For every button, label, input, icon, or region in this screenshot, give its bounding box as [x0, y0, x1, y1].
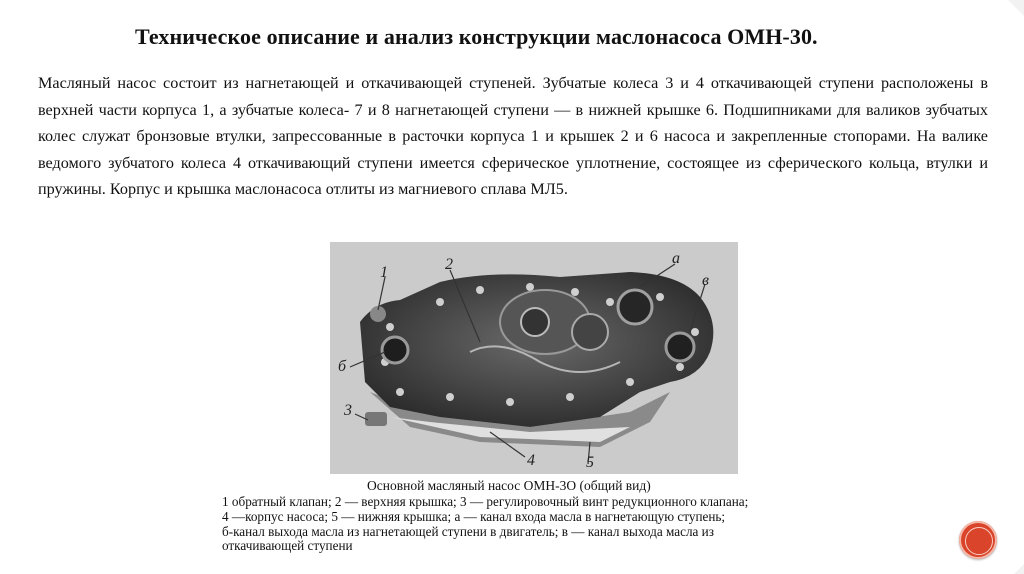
figure-caption-title: Основной масляный насос ОМН-3О (общий вид) [367, 478, 651, 493]
next-slide-circle-icon[interactable] [959, 521, 997, 559]
figure-label-2: 2 [445, 256, 453, 273]
legend-line: откачивающей ступени [222, 538, 353, 554]
figure-legend [222, 495, 828, 554]
figure-label-a: а [672, 250, 680, 267]
figure-label-6: б [338, 358, 347, 375]
legend-line: б-канал выхода масла из нагнетающей ступени в двигатель; в — канал выхода масла из [222, 523, 714, 539]
slide-title: Техническое описание и анализ конструкции маслонасоса ОМН-30. [135, 24, 818, 49]
slide-corner-decoration [1008, 0, 1024, 16]
figure-label-1: 1 [380, 264, 388, 281]
legend-line: 1 обратный клапан; 2 — верхняя крышка; 3 — регулировочный винт редукционного клапана; [222, 494, 749, 509]
slide-corner-decoration-bottom [1014, 564, 1024, 574]
figure-label-8: в [702, 272, 709, 289]
pump-photo [330, 242, 738, 474]
figure-label-3: 3 [344, 402, 352, 419]
figure-label-5: 5 [586, 454, 594, 471]
pump-illustration [330, 242, 738, 474]
legend-line: 4 —корпус насоса; 5 — нижняя крышка; а — канал входа масла в нагнетающую ступень; [222, 508, 726, 524]
figure-label-4: 4 [527, 452, 535, 469]
body-paragraph: Масляный насос состоит из нагнетающей и откачивающей ступеней. Зубчатые колеса 3 и 4 откачивающей ступени расположены в верхней части корпуса 1, а зубчатые колеса- 7 и 8 нагнетающей ступени — в нижней крышке 6. Подшипниками для валиков зубчатых колес служат бронзовые втулки, запрессованные в расточки корпуса 1 и крышек 2 и 6 насоса и закрепленные стопорами. На валике ведомого зубчатого колеса 4 откачивающий ступени имеется сферическое уплотнение, состоящее из сферического кольца, втулки и пружины. Корпус и крышка маслонасоса отлиты из магниевого сплава МЛ5. [38, 74, 988, 198]
